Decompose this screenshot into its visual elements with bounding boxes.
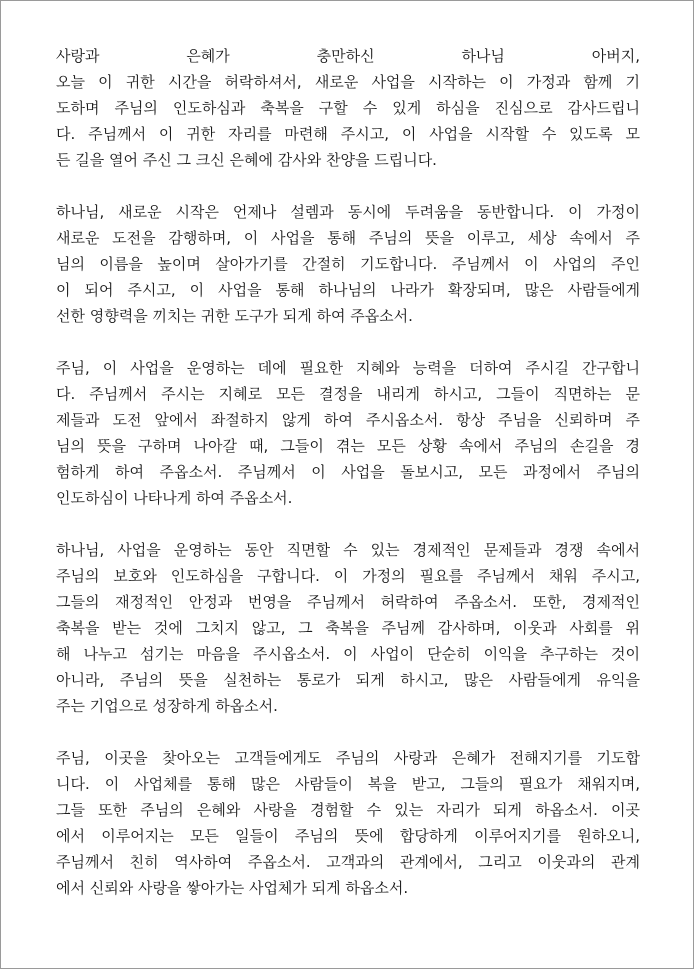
text-line: 제들과 도전 앞에서 좌절하지 않게 하여 주시옵소서. 항상 주님을 신뢰하며 주 — [56, 411, 640, 429]
paragraph-2 — [56, 199, 640, 329]
paragraph-4 — [56, 537, 640, 719]
prayer-text — [56, 43, 640, 927]
text-line: 선한 영향력을 끼치는 귀한 도구가 되게 하여 주옵소서. — [56, 307, 413, 325]
text-line: 님의 이름을 높이며 살아가기를 간절히 기도합니다. 주님께서 이 사업의 주인 — [56, 255, 640, 273]
text-line: 하나님, 새로운 시작은 언제나 설렘과 동시에 두려움을 동반합니다. 이 가정이 — [56, 203, 640, 221]
text-line: 그들 또한 주님의 은혜와 사랑을 경험할 수 있는 자리가 되게 하옵소서. 이곳 — [56, 801, 640, 819]
text-line: 든 길을 열어 주신 그 크신 은혜에 감사와 찬양을 드립니다. — [56, 151, 437, 169]
text-line: 축복을 받는 것에 그치지 않고, 그 축복을 주님께 감사하며, 이웃과 사회를 위 — [56, 619, 640, 637]
text-line: 다. 주님께서 주시는 지혜로 모든 결정을 내리게 하시고, 그들이 직면하는 문 — [56, 385, 640, 403]
text-line: 다. 주님께서 이 귀한 자리를 마련해 주시고, 이 사업을 시작할 수 있도록 모 — [56, 125, 640, 143]
text-line: 아니라, 주님의 뜻을 실천하는 통로가 되게 하시고, 많은 사람들에게 유익을 — [56, 671, 640, 689]
text-line: 님의 뜻을 구하며 나아갈 때, 그들이 겪는 모든 상황 속에서 주님의 손길을 경 — [56, 437, 640, 455]
text-line: 주님께서 친히 역사하여 주옵소서. 고객과의 관계에서, 그리고 이웃과의 관계 — [56, 853, 640, 871]
text-line: 주님, 이곳을 찾아오는 고객들에게도 주님의 사랑과 은혜가 전해지기를 기도합 — [56, 749, 640, 767]
text-line: 그들의 재정적인 안정과 번영을 주님께서 허락하여 주옵소서. 또한, 경제적인 — [56, 593, 640, 611]
paragraph-5 — [56, 745, 640, 901]
text-line: 해 나누고 섬기는 마음을 주시옵소서. 이 사업이 단순히 이익을 추구하는 것이 — [56, 645, 640, 663]
paragraph-3 — [56, 355, 640, 511]
text-line: 니다. 이 사업체를 통해 많은 사람들이 복을 받고, 그들의 필요가 채워지며, — [56, 775, 640, 793]
text-line: 에서 이루어지는 모든 일들이 주님의 뜻에 합당하게 이루어지기를 원하오니, — [56, 827, 640, 845]
text-line: 험하게 하여 주옵소서. 주님께서 이 사업을 돌보시고, 모든 과정에서 주님의 — [56, 463, 640, 481]
paragraph-1 — [56, 43, 640, 173]
text-line: 도하며 주님의 인도하심과 축복을 구할 수 있게 하심을 진심으로 감사드립니 — [56, 99, 640, 117]
text-line: 사랑과 은혜가 충만하신 하나님 아버지, — [56, 47, 640, 65]
text-line: 에서 신뢰와 사랑을 쌓아가는 사업체가 되게 하옵소서. — [56, 879, 409, 897]
text-line: 오늘 이 귀한 시간을 허락하셔서, 새로운 사업을 시작하는 이 가정과 함께 기 — [56, 73, 640, 91]
text-line: 주님, 이 사업을 운영하는 데에 필요한 지혜와 능력을 더하여 주시길 간구합니 — [56, 359, 640, 377]
text-line: 하나님, 사업을 운영하는 동안 직면할 수 있는 경제적인 문제들과 경쟁 속에서 — [56, 541, 640, 559]
text-line: 인도하심이 나타나게 하여 주옵소서. — [56, 489, 293, 507]
text-line: 새로운 도전을 감행하며, 이 사업을 통해 주님의 뜻을 이루고, 세상 속에서 주 — [56, 229, 640, 247]
text-line: 주는 기업으로 성장하게 하옵소서. — [56, 697, 278, 715]
text-line: 주님의 보호와 인도하심을 구합니다. 이 가정의 필요를 주님께서 채워 주시고, — [56, 567, 640, 585]
text-line: 이 되어 주시고, 이 사업을 통해 하나님의 나라가 확장되며, 많은 사람들에게 — [56, 281, 640, 299]
